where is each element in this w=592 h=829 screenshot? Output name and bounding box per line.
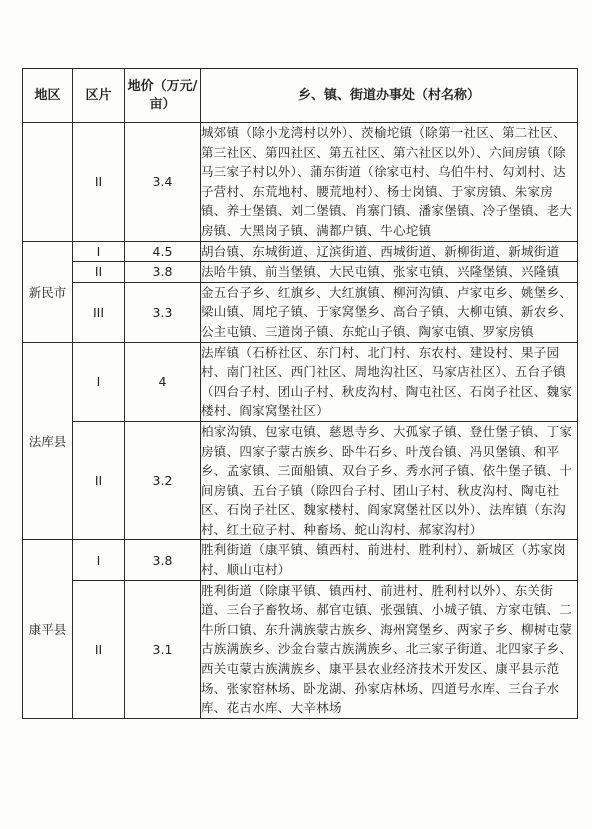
area-cell: 法哈牛镇、前当堡镇、大民屯镇、张家屯镇、兴隆堡镇、兴隆镇 bbox=[201, 262, 578, 283]
table-row bbox=[23, 580, 578, 718]
land-price-table bbox=[22, 68, 578, 719]
table-row bbox=[23, 421, 578, 540]
region-cell bbox=[23, 123, 73, 242]
zone-cell: II bbox=[73, 262, 125, 283]
area-cell: 柏家沟镇、包家屯镇、慈恩寺乡、大孤家子镇、登仕堡子镇、丁家房镇、四家子蒙古族乡、卧牛石乡、叶茂台镇、冯贝堡镇、和平乡、孟家镇、三面船镇、双台子乡、秀水河子镇、依牛堡子镇、十间房镇、五台子镇（除四台子村、团山子村、秋皮沟村、陶屯社区、石岗子社区、魏家楼村、阎家窝堡社区以外）、法库镇（东沟村、红土砬子村、种畜场、蛇山沟村、郝家沟村） bbox=[201, 421, 578, 540]
table-row bbox=[23, 123, 578, 242]
table-row bbox=[23, 342, 578, 421]
region-cell-xinmin: 新民市 bbox=[23, 241, 73, 342]
price-cell: 3.2 bbox=[125, 421, 201, 540]
price-cell: 3.1 bbox=[125, 580, 201, 718]
price-cell: 4.5 bbox=[125, 241, 201, 262]
price-cell: 3.3 bbox=[125, 282, 201, 342]
table-row bbox=[23, 262, 578, 283]
header-area: 乡、镇、街道办事处（村名称） bbox=[201, 69, 578, 123]
area-cell: 金五台子乡、红旗乡、大红旗镇、柳河沟镇、卢家屯乡、姚堡乡、梁山镇、周坨子镇、于家窝堡乡、高台子镇、大柳屯镇、新农乡、公主屯镇、三道岗子镇、东蛇山子镇、陶家屯镇、罗家房镇 bbox=[201, 282, 578, 342]
zone-cell: I bbox=[73, 540, 125, 580]
header-region: 地区 bbox=[23, 69, 73, 123]
header-zone: 区片 bbox=[73, 69, 125, 123]
area-cell: 法库镇（石桥社区、东门村、北门村、东农村、建设村、果子园村、南门社区、西门社区、周地沟社区、马家店社区）、五台子镇（四台子村、团山子村、秋皮沟村、陶屯社区、石岗子社区、魏家楼村、阎家窝堡社区） bbox=[201, 342, 578, 421]
zone-cell: III bbox=[73, 282, 125, 342]
zone-cell: I bbox=[73, 241, 125, 262]
price-cell: 3.8 bbox=[125, 540, 201, 580]
area-cell: 胜利街道（除康平镇、镇西村、前进村、胜利村以外）、东关街道、三台子畜牧场、郝官屯镇、张强镇、小城子镇、方家屯镇、二牛所口镇、东升满族蒙古族乡、海州窝堡乡、两家子乡、柳树屯蒙古族满族乡、沙金台蒙古族满族乡、北三家子街道、北四家子乡、西关屯蒙古族满族乡、康平县农业经济技术开发区、康平县示范场、张家窑林场、卧龙湖、孙家店林场、四道号水库、三台子水库、花古水库、大辛林场 bbox=[201, 580, 578, 718]
page-bottom-edge bbox=[23, 820, 577, 829]
table-row bbox=[23, 540, 578, 580]
area-cell: 胡台镇、东城街道、辽滨街道、西城街道、新柳街道、新城街道 bbox=[201, 241, 578, 262]
zone-cell: II bbox=[73, 123, 125, 242]
header-price: 地价（万元/亩） bbox=[125, 69, 201, 123]
price-cell: 4 bbox=[125, 342, 201, 421]
zone-cell: II bbox=[73, 421, 125, 540]
region-cell-kangping: 康平县 bbox=[23, 540, 73, 718]
table-row bbox=[23, 282, 578, 342]
table-row bbox=[23, 241, 578, 262]
table-header-row bbox=[23, 69, 578, 123]
zone-cell: I bbox=[73, 342, 125, 421]
price-cell: 3.4 bbox=[125, 123, 201, 242]
area-cell: 胜利街道（康平镇、镇西村、前进村、胜利村）、新城区（苏家岗村、顺山屯村） bbox=[201, 540, 578, 580]
region-cell-faku: 法库县 bbox=[23, 342, 73, 540]
zone-cell: II bbox=[73, 580, 125, 718]
price-cell: 3.8 bbox=[125, 262, 201, 283]
area-cell: 城郊镇（除小龙湾村以外）、茨榆坨镇（除第一社区、第二社区、第三社区、第四社区、第五社区、第六社区以外）、六间房镇（除马三家子村以外）、蒲东街道（徐家屯村、乌伯牛村、勾刘村、达子营村、东荒地村、腰荒地村）、杨士岗镇、于家房镇、朱家房镇、养士堡镇、刘二堡镇、肖寨门镇、潘家堡镇、冷子堡镇、老大房镇、大黑岗子镇、满都户镇、牛心坨镇 bbox=[201, 123, 578, 242]
